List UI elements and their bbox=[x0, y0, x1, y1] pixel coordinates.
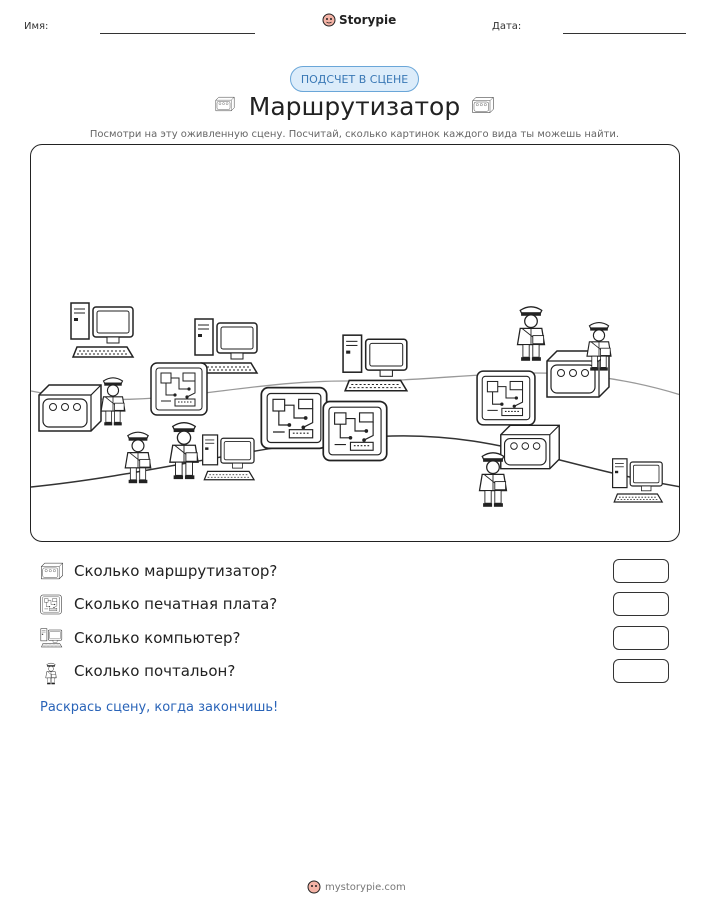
scene-circuit-board bbox=[477, 371, 535, 425]
question-row-circuit-board bbox=[40, 592, 670, 618]
finish-instruction: Раскрась сцену, когда закончишь! bbox=[40, 700, 279, 715]
scene-circuit-board bbox=[151, 363, 207, 415]
question-row-postman bbox=[40, 659, 670, 685]
storypie-mascot-icon bbox=[307, 880, 321, 894]
scene-router bbox=[39, 385, 101, 431]
scene-router bbox=[547, 351, 609, 397]
scene-illustration bbox=[31, 145, 680, 542]
storypie-logo bbox=[322, 13, 396, 27]
scene-postman bbox=[518, 307, 545, 361]
question-text: Сколько маршрутизатор? bbox=[74, 562, 278, 580]
scene-computer bbox=[203, 435, 254, 480]
circuit-board-icon bbox=[40, 594, 62, 615]
question-text: Сколько почтальон? bbox=[74, 662, 236, 680]
date-label: Дата: bbox=[492, 21, 522, 32]
scene-circuit-board bbox=[261, 388, 326, 449]
brand-name: Storypie bbox=[339, 13, 397, 27]
scene-computer bbox=[343, 335, 407, 391]
answer-box-postman[interactable] bbox=[613, 659, 669, 683]
worksheet-type-badge: ПОДСЧЕТ В СЦЕНЕ bbox=[290, 66, 419, 92]
name-label: Имя: bbox=[24, 21, 49, 32]
router-icon bbox=[470, 96, 496, 114]
answer-box-circuit-board[interactable] bbox=[613, 592, 669, 616]
instructions: Посмотри на эту оживленную сцену. Посчитай, сколько картинок каждого вида ты можешь найти. bbox=[89, 129, 620, 140]
scene-computer bbox=[613, 459, 663, 502]
scene-postman bbox=[170, 423, 198, 479]
page-title: Маршрутизатор bbox=[248, 92, 461, 121]
router-icon bbox=[40, 561, 64, 581]
footer-url[interactable]: mystorypie.com bbox=[325, 881, 406, 893]
postman-icon bbox=[43, 661, 59, 685]
question-row-router bbox=[40, 559, 670, 585]
answer-box-computer[interactable] bbox=[613, 626, 669, 650]
scene-router bbox=[501, 425, 559, 468]
storypie-mascot-icon bbox=[322, 13, 336, 27]
scene-computer bbox=[71, 303, 133, 357]
scene-circuit-board bbox=[323, 402, 386, 461]
scene-postman bbox=[125, 432, 151, 483]
question-text: Сколько печатная плата? bbox=[74, 595, 278, 613]
footer bbox=[307, 880, 406, 894]
question-text: Сколько компьютер? bbox=[74, 629, 241, 647]
computer-icon bbox=[40, 628, 64, 649]
answer-box-router[interactable] bbox=[613, 559, 669, 583]
question-row-computer bbox=[40, 626, 670, 652]
counting-scene bbox=[30, 144, 680, 542]
scene-postman bbox=[101, 378, 125, 426]
date-input-line[interactable] bbox=[563, 33, 686, 34]
scene-postman bbox=[480, 453, 507, 507]
name-input-line[interactable] bbox=[100, 33, 255, 34]
